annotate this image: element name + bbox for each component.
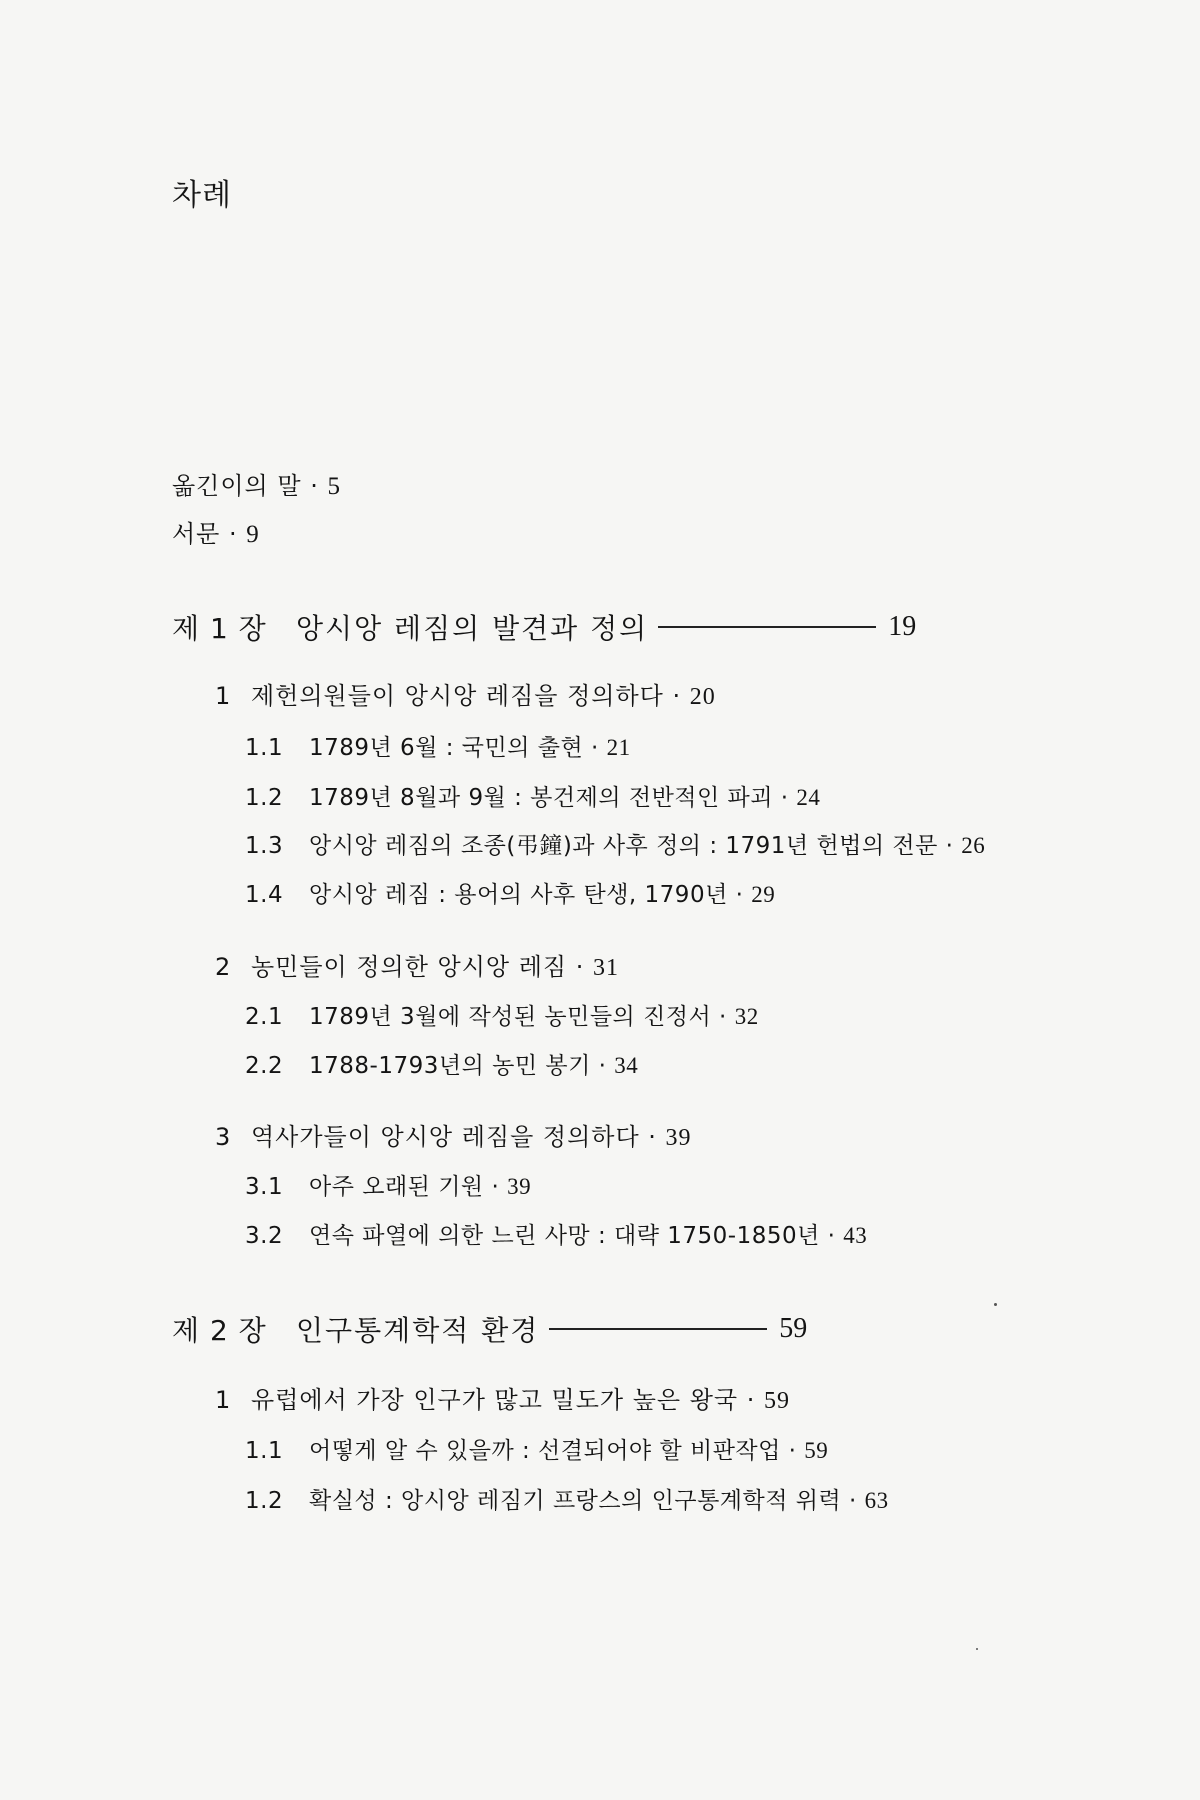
front-matter-label: 옮긴이의 말 (172, 472, 302, 500)
subsection-number: 2.2 (245, 1053, 284, 1079)
subsection-number: 3.2 (245, 1223, 284, 1249)
scan-speck (994, 1303, 997, 1306)
subsection-entry: 3.1 아주 오래된 기원 · 39 (245, 1170, 531, 1204)
subsection-title: 1789년 3월에 작성된 농민들의 진정서 (309, 1004, 712, 1030)
front-matter-preface: 서문 · 9 (172, 520, 260, 548)
section-number: 2 (215, 953, 232, 981)
subsection-entry: 1.2 1789년 8월과 9월 : 봉건제의 전반적인 파괴 · 24 (245, 781, 820, 815)
front-matter-label: 서문 (172, 520, 221, 548)
subsection-entry: 3.2 연속 파열에 의한 느린 사망 : 대략 1750-1850년 · 43 (245, 1219, 867, 1253)
section-entry: 3 역사가들이 앙시앙 레짐을 정의하다 · 39 (215, 1120, 692, 1155)
leader-rule (549, 1328, 767, 1330)
chapter-label: 제 1 장 (172, 612, 267, 645)
subsection-page: 43 (843, 1223, 868, 1248)
chapter-title: 앙시앙 레짐의 발견과 정의 (296, 612, 649, 645)
subsection-number: 1.1 (245, 735, 284, 761)
chapter-title: 인구통계학적 환경 (296, 1314, 540, 1347)
subsection-number: 2.1 (245, 1004, 284, 1030)
section-page: 31 (593, 955, 619, 981)
subsection-entry: 1.1 1789년 6월 : 국민의 출현 · 21 (245, 731, 631, 765)
chapter-label: 제 2 장 (172, 1314, 267, 1347)
section-number: 3 (215, 1123, 232, 1151)
subsection-number: 1.2 (245, 1488, 284, 1514)
subsection-number: 1.2 (245, 785, 284, 811)
section-number: 1 (215, 1386, 232, 1414)
subsection-page: 39 (507, 1174, 532, 1199)
section-page: 39 (665, 1125, 692, 1151)
subsection-title: 1788-1793년의 농민 봉기 (309, 1053, 591, 1079)
front-matter-page: 9 (246, 521, 260, 548)
subsection-page: 59 (804, 1438, 829, 1463)
subsection-entry: 1.2 확실성 : 앙시앙 레짐기 프랑스의 인구통계학적 위력 · 63 (245, 1484, 889, 1518)
subsection-title: 아주 오래된 기원 (309, 1174, 484, 1200)
chapter-page: 59 (779, 1313, 808, 1344)
chapter-page: 19 (888, 611, 917, 642)
subsection-title: 연속 파열에 의한 느린 사망 : 대략 1750-1850년 (309, 1223, 820, 1249)
leader-rule (658, 626, 876, 628)
section-title: 역사가들이 앙시앙 레짐을 정의하다 (251, 1123, 640, 1151)
subsection-number: 3.1 (245, 1174, 284, 1200)
scan-speck (976, 1648, 978, 1650)
subsection-entry: 1.4 앙시앙 레짐 : 용어의 사후 탄생, 1790년 · 29 (245, 878, 775, 912)
section-title: 유럽에서 가장 인구가 많고 밀도가 높은 왕국 (251, 1386, 739, 1414)
section-entry: 1 제헌의원들이 앙시앙 레짐을 정의하다 · 20 (215, 679, 716, 714)
front-matter-translators-note: 옮긴이의 말 · 5 (172, 472, 341, 500)
subsection-title: 앙시앙 레짐 : 용어의 사후 탄생, 1790년 (309, 882, 728, 908)
chapter-heading (172, 1307, 807, 1351)
front-matter-page: 5 (327, 473, 341, 500)
subsection-entry: 1.1 어떻게 알 수 있을까 : 선결되어야 할 비판작업 · 59 (245, 1434, 828, 1468)
subsection-title: 확실성 : 앙시앙 레짐기 프랑스의 인구통계학적 위력 (309, 1488, 842, 1514)
subsection-page: 34 (614, 1053, 639, 1078)
section-title: 제헌의원들이 앙시앙 레짐을 정의하다 (251, 682, 664, 710)
subsection-title: 1789년 8월과 9월 : 봉건제의 전반적인 파괴 (309, 785, 773, 811)
section-page: 59 (763, 1388, 790, 1414)
subsection-page: 24 (796, 785, 821, 810)
subsection-number: 1.1 (245, 1438, 284, 1464)
page-title: 차례 (172, 178, 232, 213)
subsection-number: 1.3 (245, 833, 284, 859)
subsection-entry: 1.3 앙시앙 레짐의 조종(弔鐘)과 사후 정의 : 1791년 헌법의 전문 · 26 (245, 829, 985, 863)
subsection-entry: 2.2 1788-1793년의 농민 봉기 · 34 (245, 1049, 638, 1083)
chapter-heading (172, 605, 916, 649)
subsection-title: 앙시앙 레짐의 조종(弔鐘)과 사후 정의 : 1791년 헌법의 전문 (309, 833, 938, 859)
subsection-page: 32 (734, 1004, 759, 1029)
subsection-page: 63 (864, 1488, 889, 1513)
subsection-title: 어떻게 알 수 있을까 : 선결되어야 할 비판작업 (309, 1438, 781, 1464)
section-number: 1 (215, 682, 232, 710)
section-entry: 2 농민들이 정의한 앙시앙 레짐 · 31 (215, 950, 619, 985)
subsection-number: 1.4 (245, 882, 284, 908)
subsection-page: 29 (751, 882, 776, 907)
section-entry: 1 유럽에서 가장 인구가 많고 밀도가 높은 왕국 · 59 (215, 1383, 790, 1418)
section-page: 20 (689, 684, 716, 710)
subsection-page: 26 (961, 833, 986, 858)
subsection-entry: 2.1 1789년 3월에 작성된 농민들의 진정서 · 32 (245, 1000, 759, 1034)
subsection-page: 21 (606, 735, 631, 760)
subsection-title: 1789년 6월 : 국민의 출현 (309, 735, 584, 761)
section-title: 농민들이 정의한 앙시앙 레짐 (251, 953, 568, 981)
